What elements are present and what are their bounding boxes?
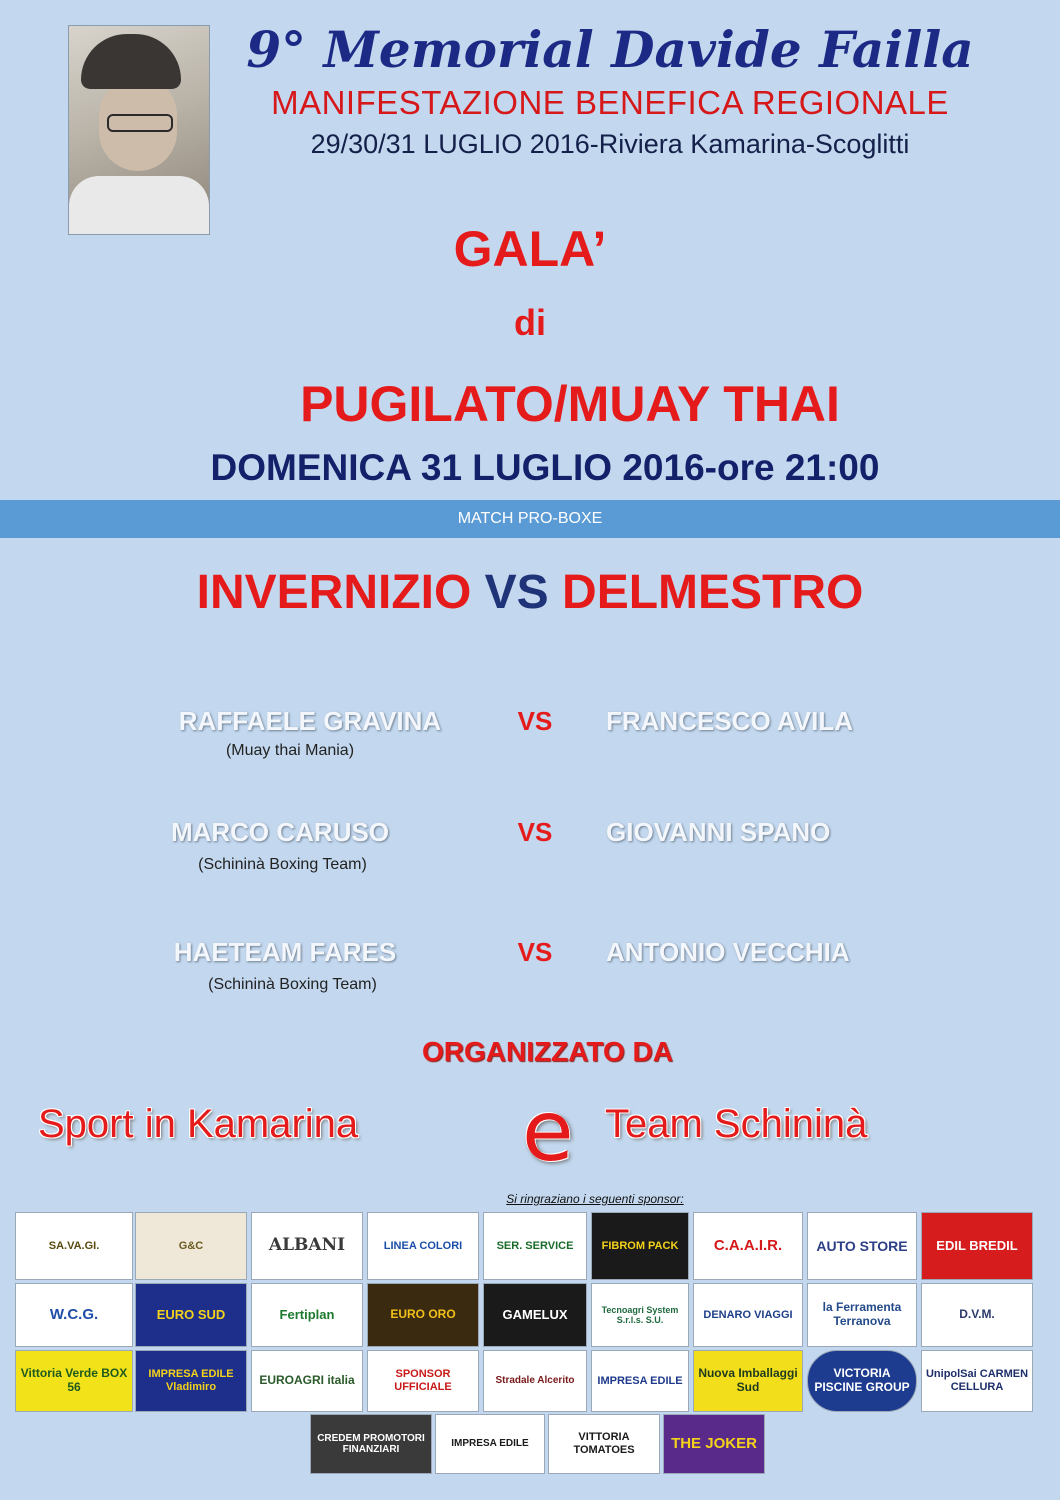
sponsor-logo: SA.VA.GI.: [15, 1212, 133, 1280]
match-pro-boxe-band: [0, 500, 1060, 538]
sponsor-logo: GAMELUX: [483, 1283, 587, 1347]
match-3-club: (Schininà Boxing Team): [208, 976, 377, 993]
sponsor-logo: DENARO VIAGGI: [693, 1283, 803, 1347]
sponsor-logo: Tecnoagri System S.r.l.s. S.U.: [591, 1283, 689, 1347]
sponsor-logo: EURO ORO: [367, 1283, 479, 1347]
sponsor-logo: IMPRESA EDILE: [591, 1350, 689, 1412]
sponsor-logo: SPONSOR UFFICIALE: [367, 1350, 479, 1412]
match-1-club: (Muay thai Mania): [225, 742, 355, 759]
memorial-title: 9° Memorial Davide Failla: [246, 20, 974, 79]
match-1-left-fighter: RAFFAELE GRAVINA: [178, 706, 442, 736]
sponsor-logo: C.A.A.I.R.: [693, 1212, 803, 1280]
match-1-right-fighter: FRANCESCO AVILA: [606, 706, 853, 736]
band-label: MATCH PRO-BOXE: [457, 510, 603, 527]
match-2-left-fighter: MARCO CARUSO: [170, 817, 390, 847]
main-match: [0, 565, 1060, 620]
sponsor-logo: EDIL BREDIL: [921, 1212, 1033, 1280]
sponsor-logo: EURO SUD: [135, 1283, 247, 1347]
di-connector: di: [514, 302, 546, 343]
sponsor-logo: FIBROM PACK: [591, 1212, 689, 1280]
gala-heading: GALA’: [453, 221, 607, 277]
sponsor-logo: Nuova Imballaggi Sud: [693, 1350, 803, 1412]
organizer-conjunction: e: [522, 1082, 574, 1180]
sponsor-logo: la Ferramenta Terranova: [807, 1283, 917, 1347]
organizer-team-schinina: Team Schininà: [605, 1102, 868, 1146]
sponsor-logo: LINEA COLORI: [367, 1212, 479, 1280]
match-2-right-fighter: GIOVANNI SPANO: [606, 817, 831, 847]
sponsor-logo: UnipolSai CARMEN CELLURA: [921, 1350, 1033, 1412]
sponsor-logo: THE JOKER: [663, 1414, 765, 1474]
sponsor-logo: ALBANI: [251, 1212, 363, 1280]
match-1-vs: VS: [517, 706, 553, 736]
sponsor-logo: Stradale Alcerito: [483, 1350, 587, 1412]
match-3-left-fighter: HAETEAM FARES: [173, 937, 397, 967]
event-dates-place: 29/30/31 LUGLIO 2016-Riviera Kamarina-Scoglitti: [310, 129, 910, 159]
discipline-heading: PUGILATO/MUAY THAI: [300, 376, 840, 432]
sponsor-logo: Fertiplan: [251, 1283, 363, 1347]
sponsor-logo: VITTORIA TOMATOES: [548, 1414, 660, 1474]
sponsor-logo: CREDEM PROMOTORI FINANZIARI: [310, 1414, 432, 1474]
sponsors-thanks-label: Si ringraziano i seguenti sponsor:: [506, 1192, 684, 1206]
organized-by-label: ORGANIZZATO DA: [422, 1036, 673, 1067]
main-match-vs: VS: [484, 566, 549, 619]
sponsor-logo: EUROAGRI italia: [251, 1350, 363, 1412]
sponsor-logo: D.V.M.: [921, 1283, 1033, 1347]
main-match-left: INVERNIZIO: [196, 566, 472, 619]
match-2-club: (Schininà Boxing Team): [198, 856, 367, 873]
sponsor-logo: VICTORIA PISCINE GROUP: [807, 1350, 917, 1412]
sponsor-logo: IMPRESA EDILE: [435, 1414, 545, 1474]
organizer-sport-in-kamarina: Sport in Kamarina: [38, 1102, 359, 1146]
memorial-portrait-photo: [68, 25, 210, 235]
sponsor-logo: W.C.G.: [15, 1283, 133, 1347]
event-subtitle: MANIFESTAZIONE BENEFICA REGIONALE: [271, 84, 949, 121]
event-datetime: DOMENICA 31 LUGLIO 2016-ore 21:00: [210, 447, 880, 488]
match-3-vs: VS: [517, 937, 553, 967]
match-2-vs: VS: [517, 817, 553, 847]
sponsor-logo: AUTO STORE: [807, 1212, 917, 1280]
sponsor-logo: Vittoria Verde BOX 56: [15, 1350, 133, 1412]
sponsor-logo: IMPRESA EDILE Vladimiro: [135, 1350, 247, 1412]
sponsor-logo: G&C: [135, 1212, 247, 1280]
sponsor-logo: SER. SERVICE: [483, 1212, 587, 1280]
main-match-right: DELMESTRO: [562, 566, 864, 619]
match-3-right-fighter: ANTONIO VECCHIA: [606, 937, 850, 967]
